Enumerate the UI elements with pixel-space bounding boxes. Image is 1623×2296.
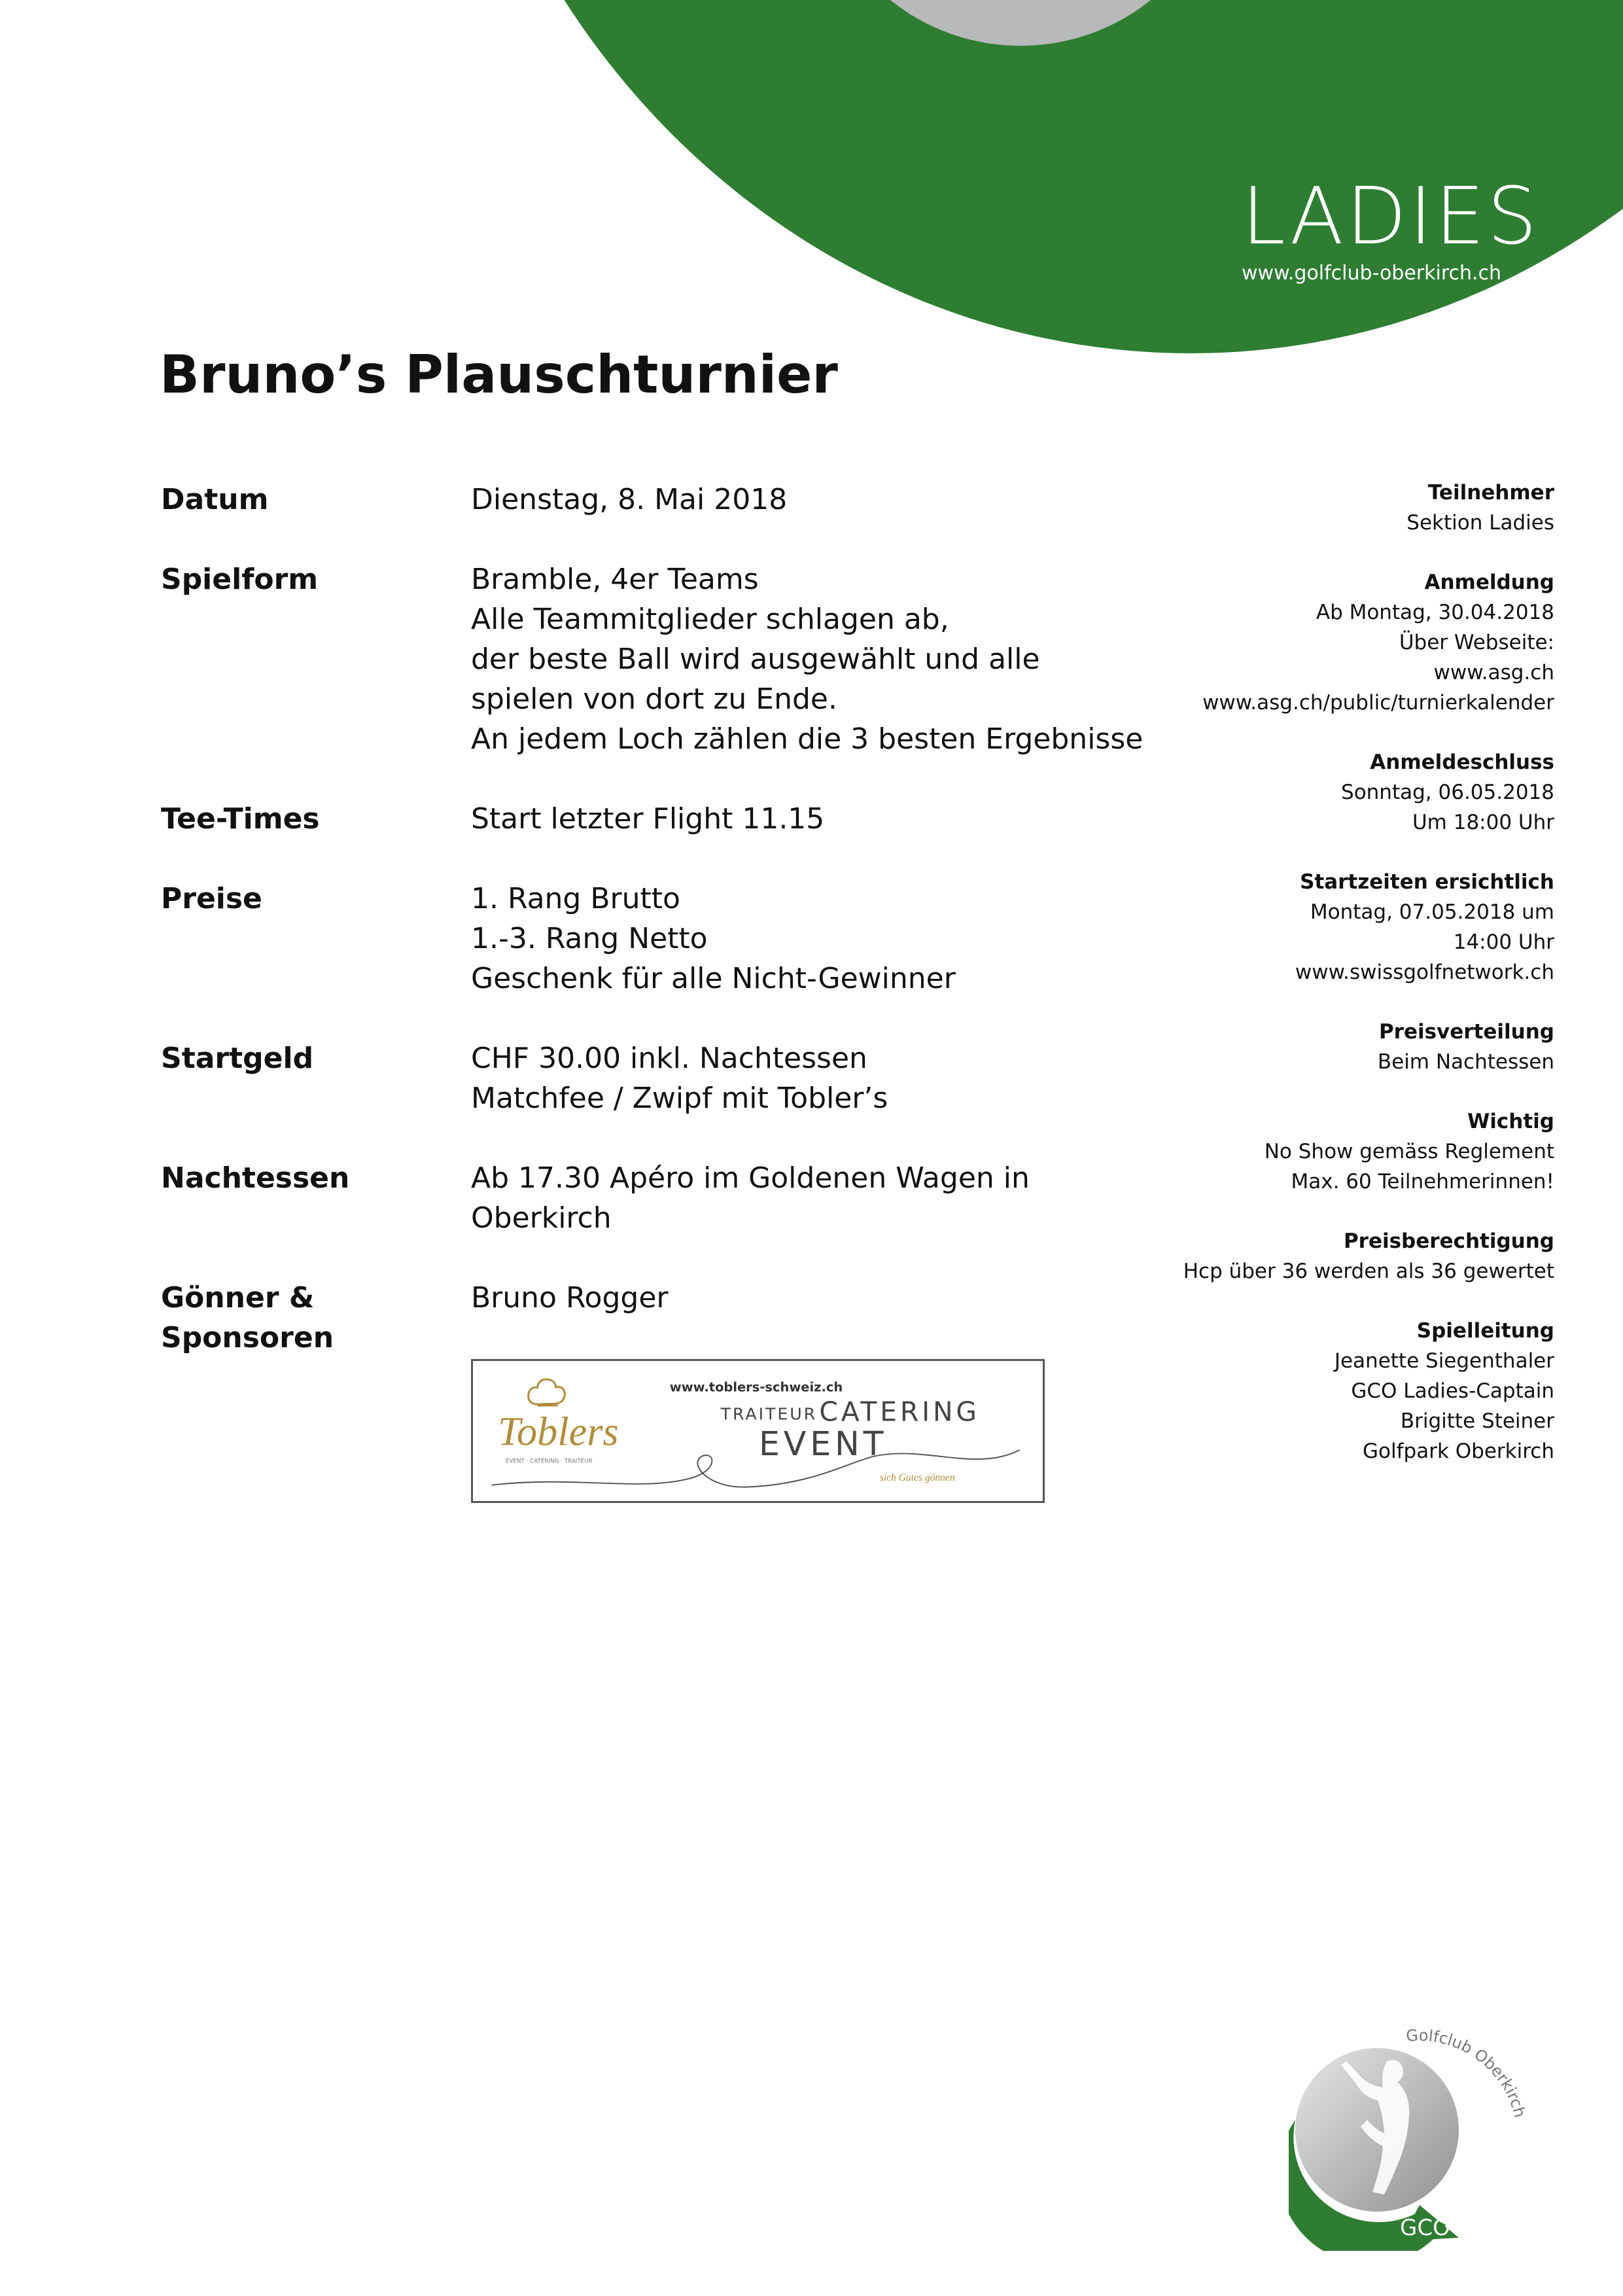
sponsor-url[interactable]: www.toblers-schweiz.ch — [669, 1379, 843, 1395]
info-sidebar — [1112, 478, 1554, 1496]
gco-logo-graphic — [1289, 2015, 1544, 2251]
detail-line: Alle Teammitglieder schlagen ab, — [471, 603, 949, 636]
detail-line: Start letzter Flight 11.15 — [471, 802, 825, 836]
sponsor-slogan: sich Gutes gönnen — [879, 1472, 955, 1483]
sidebar-group-anmeldung — [1112, 567, 1554, 718]
detail-line: Geschenk für alle Nicht-Gewinner — [471, 962, 956, 995]
sponsor-brand: Toblers — [498, 1409, 619, 1455]
gco-circle-text-path: Golfclub Oberkirch — [1405, 2026, 1529, 2120]
sidebar-line: Max. 60 Teilnehmerinnen! — [1291, 1170, 1554, 1193]
sidebar-heading: Preisberechtigung — [1343, 1229, 1554, 1253]
detail-label: Gönner & Sponsoren — [161, 1281, 334, 1354]
detail-label: Spielform — [161, 563, 319, 596]
gco-abbr: GCO — [1400, 2215, 1450, 2241]
sidebar-line: Sektion Ladies — [1406, 511, 1554, 535]
toblers-logo-graphic — [473, 1361, 1043, 1501]
sidebar-heading: Startzeiten ersichtlich — [1300, 870, 1554, 894]
sidebar-line: No Show gemäss Reglement — [1264, 1140, 1554, 1163]
chef-hat-icon — [529, 1379, 565, 1404]
sidebar-line: Jeanette Siegenthaler — [1334, 1349, 1554, 1373]
sidebar-line: Beim Nachtessen — [1377, 1050, 1554, 1074]
sidebar-line: Hcp über 36 werden als 36 gewertet — [1183, 1260, 1554, 1283]
sidebar-line: Sonntag, 06.05.2018 — [1341, 781, 1554, 804]
detail-row-preise — [161, 879, 1142, 998]
sidebar-group-anmeldeschluss — [1112, 747, 1554, 838]
detail-row-datum — [161, 480, 1142, 520]
detail-label: Startgeld — [161, 1042, 314, 1075]
sidebar-heading: Teilnehmer — [1427, 481, 1554, 504]
sponsor-traiteur: TRAITEUR — [720, 1404, 818, 1424]
detail-line: Dienstag, 8. Mai 2018 — [471, 483, 788, 516]
brand-url[interactable]: www.golfclub-oberkirch.ch — [1242, 262, 1502, 285]
sidebar-group-preisberechtigung — [1112, 1226, 1554, 1286]
sidebar-line: Brigitte Steiner — [1400, 1409, 1554, 1433]
detail-row-nachtessen — [161, 1158, 1142, 1238]
detail-row-spielform — [161, 559, 1142, 759]
detail-line: 1.-3. Rang Netto — [471, 922, 708, 955]
sidebar-group-spielleitung — [1112, 1316, 1554, 1466]
sidebar-line: Ab Montag, 30.04.2018 — [1316, 601, 1554, 624]
detail-label: Datum — [161, 483, 269, 516]
detail-line: Oberkirch — [471, 1201, 612, 1235]
detail-line: der beste Ball wird ausgewählt und alle — [471, 643, 1040, 676]
detail-line: 1. Rang Brutto — [471, 882, 680, 915]
detail-line: Matchfee / Zwipf mit Tobler’s — [471, 1082, 888, 1115]
detail-line: An jedem Loch zählen die 3 besten Ergebnisse — [471, 722, 1143, 756]
sponsor-tagline: EVENT · CATERING · TRAITEUR — [505, 1458, 593, 1465]
detail-label: Tee-Times — [161, 802, 320, 836]
sidebar-line: 14:00 Uhr — [1453, 930, 1554, 954]
sidebar-group-wichtig — [1112, 1106, 1554, 1197]
detail-line: CHF 30.00 inkl. Nachtessen — [471, 1042, 867, 1075]
sidebar-line: Um 18:00 Uhr — [1412, 811, 1554, 834]
page-title: Bruno’s Plauschturnier — [160, 344, 838, 405]
detail-row-startgeld — [161, 1038, 1142, 1118]
sidebar-link[interactable]: www.asg.ch/public/turnierkalender — [1202, 691, 1554, 715]
detail-label: Nachtessen — [161, 1161, 350, 1195]
sidebar-group-startzeiten — [1112, 867, 1554, 987]
sidebar-group-preisverteilung — [1112, 1017, 1554, 1077]
details-list — [161, 480, 1142, 1398]
sponsor-event: EVENT — [758, 1424, 888, 1463]
sidebar-heading: Wichtig — [1467, 1110, 1554, 1133]
sidebar-line: Golfpark Oberkirch — [1363, 1439, 1554, 1463]
detail-line: Bramble, 4er Teams — [471, 563, 759, 596]
sidebar-line: Über Webseite: — [1399, 631, 1554, 654]
sponsor-logo — [471, 1359, 1045, 1503]
detail-row-sponsoren — [161, 1278, 1142, 1358]
brand-title: LADIES — [1242, 171, 1540, 262]
sidebar-link[interactable]: www.swissgolfnetwork.ch — [1295, 961, 1554, 984]
sidebar-heading: Anmeldung — [1424, 571, 1554, 594]
sidebar-group-teilnehmer — [1112, 478, 1554, 538]
sidebar-line: GCO Ladies-Captain — [1351, 1379, 1554, 1403]
sidebar-heading: Anmeldeschluss — [1370, 751, 1554, 774]
detail-line: spielen von dort zu Ende. — [471, 682, 837, 716]
sidebar-heading: Spielleitung — [1416, 1319, 1554, 1343]
sponsor-catering: CATERING — [819, 1396, 980, 1428]
detail-label: Preise — [161, 882, 262, 915]
sidebar-link[interactable]: www.asg.ch — [1433, 661, 1554, 684]
sidebar-line: Montag, 07.05.2018 um — [1310, 900, 1554, 924]
detail-line: Ab 17.30 Apéro im Goldenen Wagen in — [471, 1161, 1030, 1195]
sidebar-heading: Preisverteilung — [1378, 1020, 1554, 1044]
detail-line: Bruno Rogger — [471, 1281, 669, 1315]
detail-row-tee-times — [161, 799, 1142, 839]
gco-logo — [1289, 2015, 1544, 2251]
